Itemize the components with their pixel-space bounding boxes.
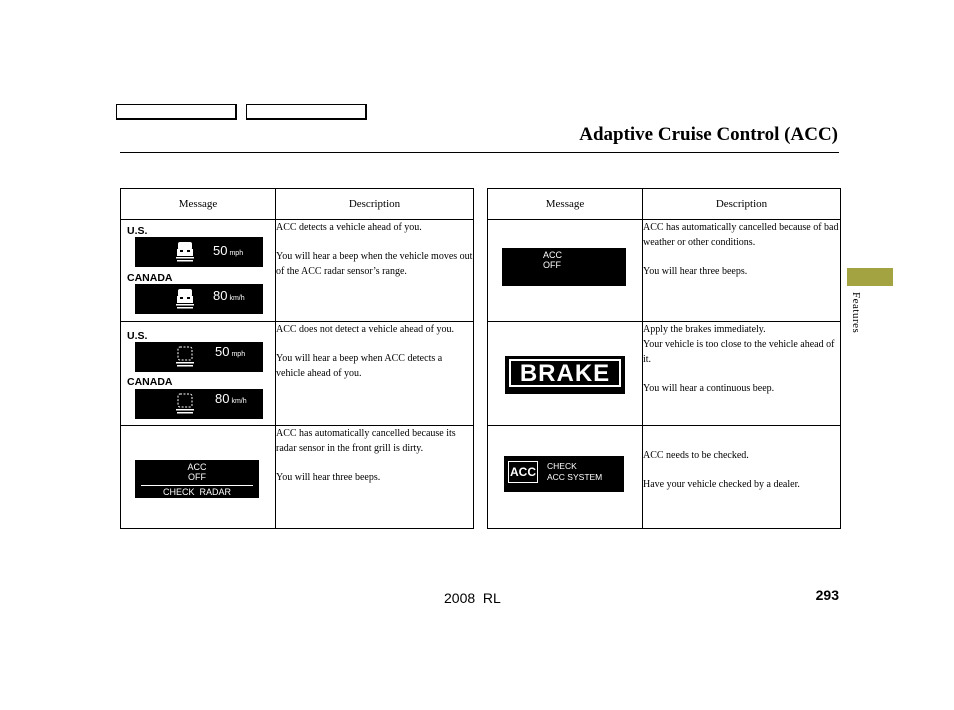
display-text: OFF [543,260,561,270]
canada-label: CANADA [127,376,173,388]
acc-badge: ACC [508,461,538,483]
no-vehicle-display-us [135,342,263,372]
display-text: ACC [543,250,563,260]
vehicle-detected-display-us [135,237,263,267]
brake-display [505,356,625,394]
description-text: ACC detects a vehicle ahead of you. [276,222,422,233]
display-divider [141,485,253,486]
page-number: 293 [815,587,839,603]
message-cell [121,220,276,322]
message-cell [488,426,643,529]
description-line: Your vehicle is too close to the vehicle ahead of it. [643,339,835,365]
speed-value: 80 [215,391,230,406]
description-cell [276,220,474,322]
section-tab-label: Features [850,292,862,334]
title-rule [120,152,839,153]
speed-unit: mph [229,250,244,257]
no-vehicle-icon [175,344,195,368]
message-cell [121,322,276,426]
us-label: U.S. [127,225,148,237]
display-text: ACC SYSTEM [547,472,603,482]
description-line: Apply the brakes immediately. [643,324,766,335]
description-text: ACC does not detect a vehicle ahead of you. [276,324,454,335]
description-cell [276,322,474,426]
description-text: Have your vehicle checked by a dealer. [643,479,800,490]
description-text: ACC needs to be checked. [643,450,749,461]
description-cell [643,426,841,529]
description-text: You will hear a beep when the vehicle moves out of the ACC radar sensor’s range. [276,251,473,277]
right-message-table [487,188,841,529]
speed-value: 50 [215,344,230,359]
brake-text: BRAKE [509,359,621,387]
us-label: U.S. [127,330,148,342]
speed-value: 80 [213,288,228,303]
acc-off-display [502,248,626,286]
message-cell [488,322,643,426]
description-text [643,322,840,367]
nav-tab-2[interactable] [246,104,367,120]
display-text: OFF [188,472,206,482]
speed-unit: km/h [229,295,245,302]
page-title: Adaptive Cruise Control (ACC) [579,124,838,145]
vehicle-ahead-icon [175,239,195,263]
canada-label: CANADA [127,272,173,284]
left-message-table [120,188,474,529]
description-header: Description [276,189,474,220]
message-cell [488,220,643,322]
speed-unit: km/h [231,398,247,405]
description-text: You will hear three beeps. [643,266,748,277]
description-header: Description [643,189,841,220]
footer-model: 2008 RL [444,590,501,606]
display-text: CHECK RADAR [162,487,231,497]
message-header: Message [488,189,643,220]
speed-value: 50 [213,243,228,258]
message-header: Message [121,189,276,220]
message-cell [121,426,276,529]
vehicle-detected-display-canada [135,284,263,314]
speed-unit: mph [231,351,246,358]
description-text: You will hear a continuous beep. [643,383,775,394]
description-text: You will hear a beep when ACC detects a vehicle ahead of you. [276,353,443,379]
nav-tab-1[interactable] [116,104,237,120]
check-acc-system-display [504,456,624,492]
description-cell [276,426,474,529]
description-cell [643,322,841,426]
no-vehicle-icon [175,391,195,415]
display-text: ACC [187,462,207,472]
acc-off-check-radar-display [135,460,259,498]
no-vehicle-display-canada [135,389,263,419]
description-text: ACC has automatically cancelled because its radar sensor in the front grill is dirty. [276,428,456,454]
description-text: ACC has automatically cancelled because of bad weather or other conditions. [643,222,839,248]
display-text: CHECK [547,461,577,471]
description-text: You will hear three beeps. [276,472,381,483]
section-tab[interactable] [847,268,893,286]
vehicle-ahead-icon [175,286,195,310]
description-cell [643,220,841,322]
